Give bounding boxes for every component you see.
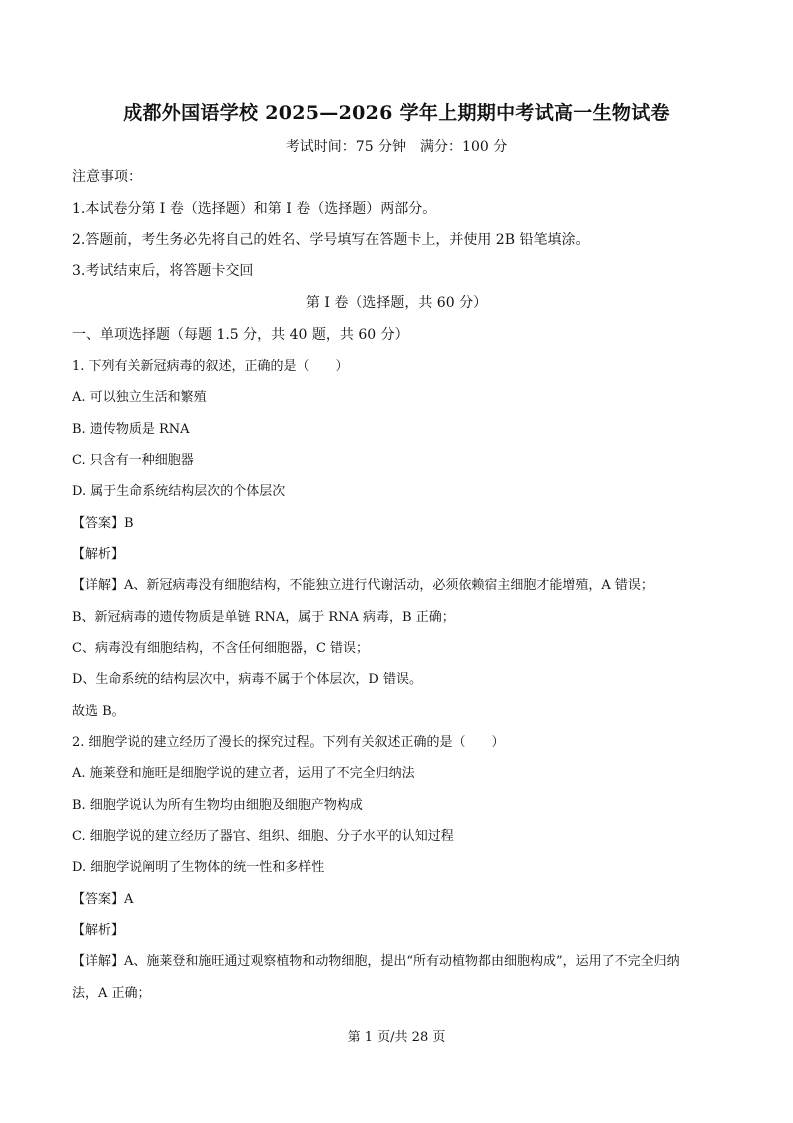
option-item: B. 遗传物质是 RNA: [72, 422, 190, 437]
question-stem: 1. 下列有关新冠病毒的叙述，正确的是（ ）: [72, 359, 349, 374]
analysis-label: 【解析】: [72, 923, 125, 938]
section-title: 一、单项选择题（每题 1.5 分，共 40 题，共 60 分）: [72, 327, 409, 343]
detail-line: D、生命系统的结构层次中，病毒不属于个体层次，D 错误。: [72, 672, 422, 687]
detail-line: 故选 B。: [72, 704, 125, 719]
option-item: C. 只含有一种细胞器: [72, 453, 194, 468]
option-item: D. 属于生命系统结构层次的个体层次: [72, 484, 286, 499]
detail-line: 【详解】A、施莱登和施旺通过观察植物和动物细胞，提出“所有动植物都由细胞构成”，运用了不完全归纳: [72, 954, 680, 969]
detail-line: 法，A 正确；: [72, 986, 151, 1001]
detail-line: 【详解】A、新冠病毒没有细胞结构，不能独立进行代谢活动，必须依赖宿主细胞才能增殖，A 错误；: [72, 578, 654, 593]
page-title: 成都外国语学校 2025—2026 学年上期期中考试高一生物试卷: [123, 102, 670, 124]
notice-item: 1.本试卷分第 I 卷（选择题）和第 I 卷（选择题）两部分。: [72, 201, 437, 217]
option-item: A. 施莱登和施旺是细胞学说的建立者，运用了不完全归纳法: [72, 766, 415, 781]
part-title: 第 I 卷（选择题，共 60 分）: [305, 295, 488, 311]
page-footer: 第 1 页/共 28 页: [347, 1030, 446, 1045]
notice-heading: 注意事项：: [72, 169, 142, 185]
detail-line: C、病毒没有细胞结构，不含任何细胞器，C 错误；: [72, 641, 370, 656]
answer-label: 【答案】B: [72, 516, 134, 531]
notice-item: 2.答题前，考生务必先将自己的姓名、学号填写在答题卡上，并使用 2B 铅笔填涂。: [72, 232, 590, 248]
detail-line: B、新冠病毒的遗传物质是单链 RNA，属于 RNA 病毒，B 正确；: [72, 610, 455, 625]
option-item: C. 细胞学说的建立经历了器官、组织、细胞、分子水平的认知过程: [72, 829, 454, 844]
analysis-label: 【解析】: [72, 547, 125, 562]
notice-item: 3.考试结束后，将答题卡交回: [72, 263, 254, 279]
option-item: A. 可以独立生活和繁殖: [72, 390, 207, 405]
option-item: D. 细胞学说阐明了生物体的统一性和多样性: [72, 860, 325, 875]
answer-label: 【答案】A: [72, 892, 134, 907]
exam-info: 考试时间：75 分钟 满分：100 分: [285, 139, 508, 155]
question-stem: 2. 细胞学说的建立经历了漫长的探究过程。下列有关叙述正确的是（ ）: [72, 735, 505, 750]
option-item: B. 细胞学说认为所有生物均由细胞及细胞产物构成: [72, 798, 363, 813]
